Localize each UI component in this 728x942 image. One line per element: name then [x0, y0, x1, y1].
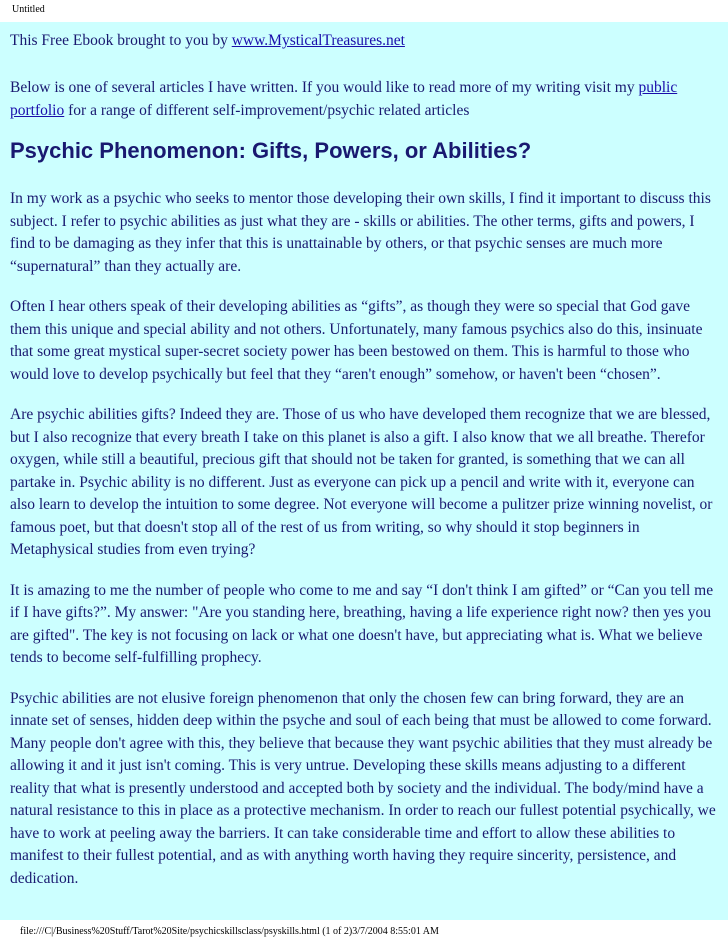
- blurb-text-before: Below is one of several articles I have written. If you would like to read more of my writing visit my: [10, 79, 639, 96]
- print-header-title: Untitled: [12, 4, 45, 15]
- print-footer-path: file:///C|/Business%20Stuff/Tarot%20Site/psychicskillsclass/psyskills.html (1 of 2)3/7/2004 8:55:01 AM: [20, 926, 439, 937]
- print-footer: [0, 920, 728, 942]
- public-portfolio-link[interactable]: public portfolio: [10, 79, 678, 119]
- article-paragraph: Psychic abilities are not elusive foreign phenomenon that only the chosen few can bring forward, they are an innate set of senses, hidden deep within the psyche and soul of each being that must be allowed to come forward. Many people don't agree with this, they believe that because they want psychic abilities that they must already be allowing it and it just isn't coming. This is very untrue. Developing these skills means adjusting to a different reality that what is presently understood and accepted both by society and the individual. The body/mind have a natural resistance to this in place as a protective mechanism. In order to reach our fullest potential psychically, we have to work at peeling away the barriers. It can take considerable time and effort to allow these abilities to manifest to their fullest potential, and as with anything worth having they require sincerity, persistence, and dedication.: [10, 689, 716, 887]
- intro-line: [10, 30, 722, 53]
- mysticaltreasures-link[interactable]: www.MysticalTreasures.net: [231, 32, 405, 49]
- article-paragraph: Often I hear others speak of their developing abilities as “gifts”, as though they were so special that God gave them this unique and special ability and not others. Unfortunately, many famous psychics also do this, insinuate that some great mystical super-secret society power has been bestowed on them. This is harmful to those who would love to develop psychically but feel that they “aren't enough” somehow, or haven't been “chosen”.: [10, 298, 703, 383]
- article-paragraph: Are psychic abilities gifts? Indeed they are. Those of us who have developed them recognize that we are blessed, but I also recognize that every breath I take on this planet is also a gift. I also know that we all breathe. Therefor oxygen, while still a beautiful, precious gift that should not be taken for granted, is something that we can all partake in. Psychic ability is no different. Just as everyone can pick up a pencil and write with it, everyone can also learn to develop the intuition to some degree. Not everyone will become a pulitzer prize winning novelist, or famous poet, but that doesn't stop all of the rest of us from writing, so why should it stop beginners in Metaphysical studies from even trying?: [10, 406, 713, 558]
- article-body: [10, 188, 722, 908]
- portfolio-blurb: [10, 77, 722, 122]
- print-header: [0, 0, 728, 22]
- document-page: [0, 22, 728, 920]
- article-title: Psychic Phenomenon: Gifts, Powers, or Abilities?: [10, 138, 532, 163]
- intro-text: This Free Ebook brought to you by: [10, 32, 232, 49]
- blurb-text-after: for a range of different self-improvement/psychic related articles: [64, 101, 470, 119]
- article-paragraph: In my work as a psychic who seeks to mentor those developing their own skills, I find it important to discuss this subject. I refer to psychic abilities as just what they are - skills or abilities. The other terms, gifts and powers, I find to be damaging as they infer that this is unattainable by others, or that psychic senses are much more “supernatural” than they actually are.: [10, 190, 711, 275]
- article-paragraph: It is amazing to me the number of people who come to me and say “I don't think I am gifted” or “Can you tell me if I have gifts?”. My answer: "Are you standing here, breathing, having a life experience right now? then yes you are gifted". The key is not focusing on lack or what one doesn't have, but appreciating what is. What we believe tends to become self-fulfilling prophecy.: [10, 581, 714, 666]
